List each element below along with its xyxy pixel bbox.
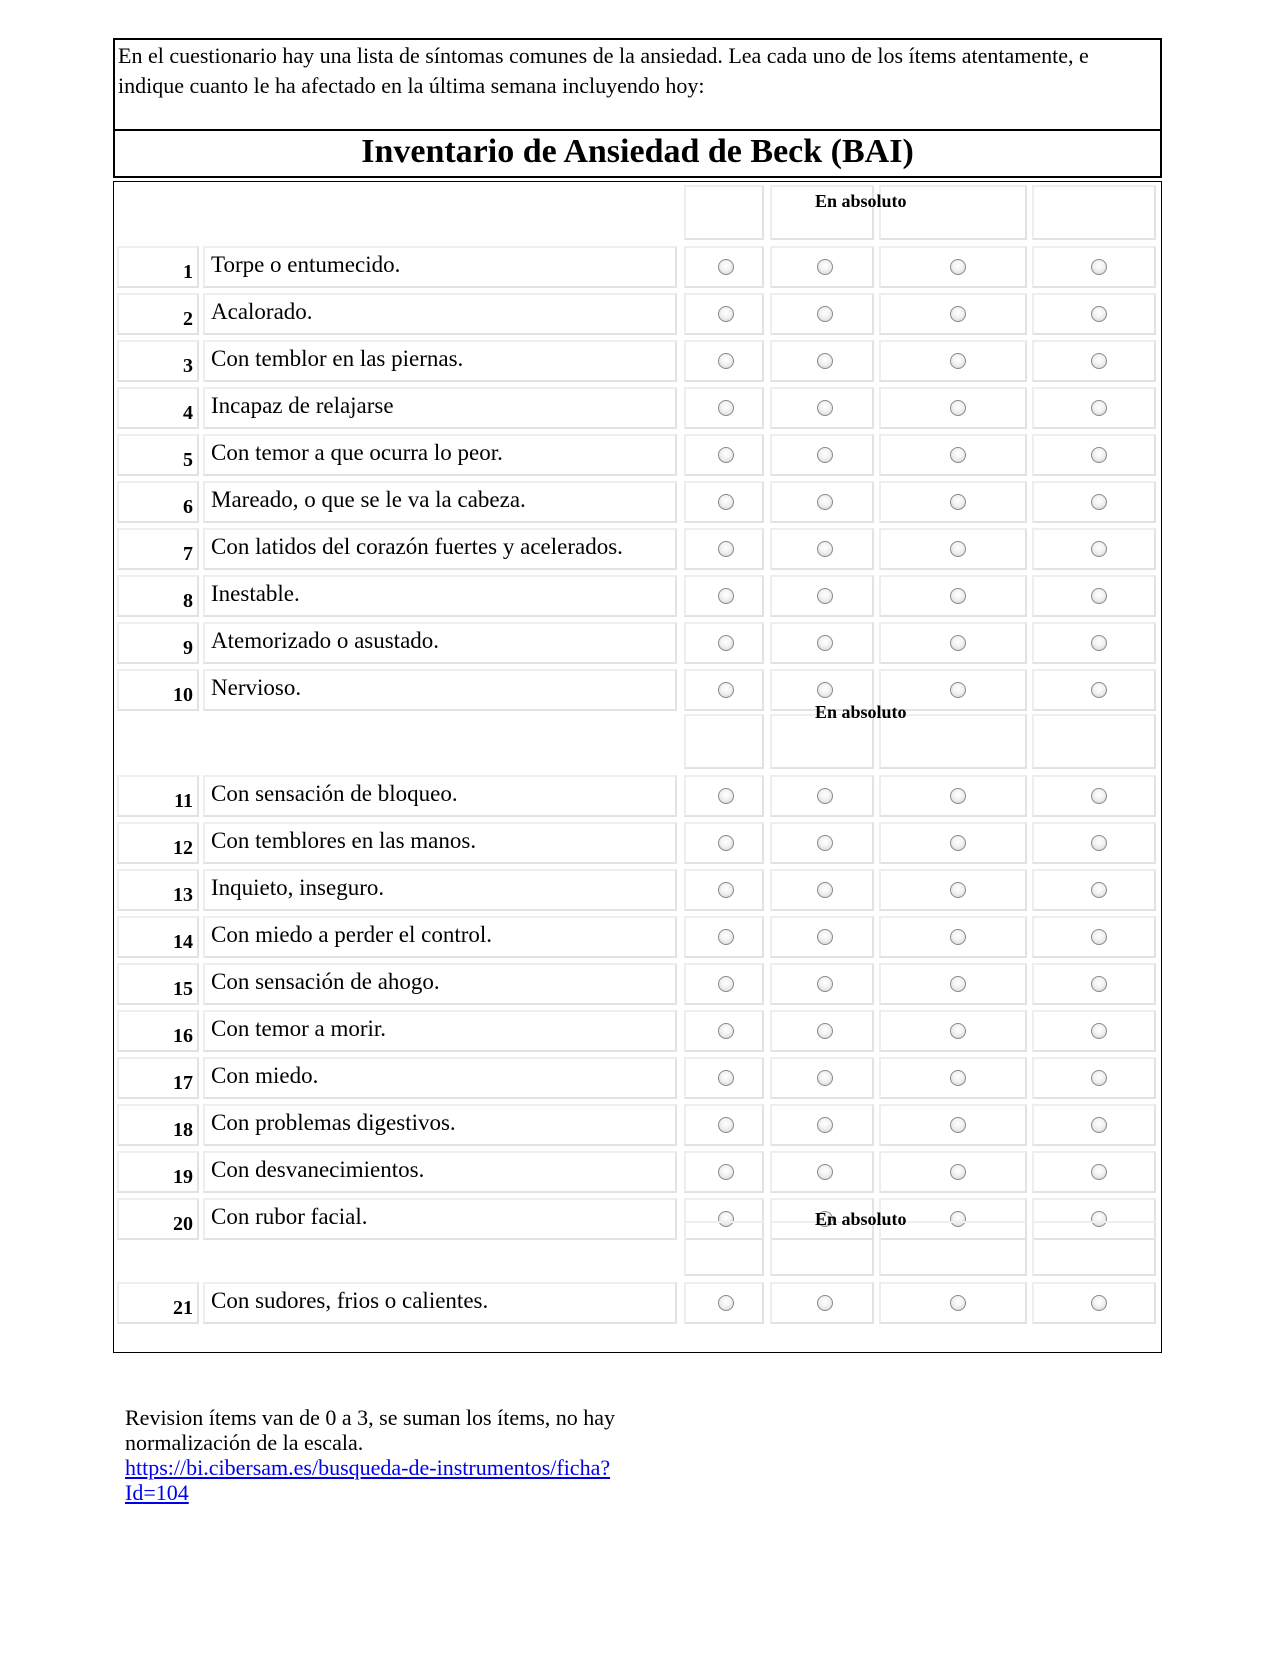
radio-option-0[interactable] bbox=[718, 929, 734, 945]
item-number: 1 bbox=[183, 261, 193, 283]
item-label: Con problemas digestivos. bbox=[211, 1110, 456, 1135]
radio-option-2[interactable] bbox=[950, 1117, 966, 1133]
radio-option-2[interactable] bbox=[950, 1164, 966, 1180]
radio-option-1[interactable] bbox=[817, 494, 833, 510]
radio-option-0[interactable] bbox=[718, 882, 734, 898]
radio-option-2[interactable] bbox=[950, 447, 966, 463]
radio-option-1[interactable] bbox=[817, 788, 833, 804]
radio-option-1[interactable] bbox=[817, 353, 833, 369]
item-number: 8 bbox=[183, 590, 193, 612]
radio-option-0[interactable] bbox=[718, 835, 734, 851]
header-cell bbox=[1032, 714, 1156, 769]
item-label: Con miedo. bbox=[211, 1063, 319, 1088]
radio-option-3[interactable] bbox=[1091, 835, 1107, 851]
radio-option-3[interactable] bbox=[1091, 882, 1107, 898]
radio-option-2[interactable] bbox=[950, 835, 966, 851]
radio-option-3[interactable] bbox=[1091, 259, 1107, 275]
radio-option-3[interactable] bbox=[1091, 1295, 1107, 1311]
item-number: 10 bbox=[173, 684, 193, 706]
item-number: 17 bbox=[173, 1072, 193, 1094]
column-header-label: En absoluto bbox=[815, 191, 907, 211]
radio-option-1[interactable] bbox=[817, 1070, 833, 1086]
item-label: Con temblor en las piernas. bbox=[211, 346, 464, 371]
item-label: Nervioso. bbox=[211, 675, 302, 700]
item-number: 6 bbox=[183, 496, 193, 518]
radio-option-2[interactable] bbox=[950, 588, 966, 604]
radio-option-0[interactable] bbox=[718, 976, 734, 992]
instructions-text: En el cuestionario hay una lista de síntomas comunes de la ansiedad. Lea cada uno de los ítems atentamente, e indique cuanto le ha afectado en la última semana incluyendo hoy: bbox=[113, 38, 1162, 130]
radio-option-3[interactable] bbox=[1091, 447, 1107, 463]
radio-option-0[interactable] bbox=[718, 494, 734, 510]
item-number: 15 bbox=[173, 978, 193, 1000]
item-number: 18 bbox=[173, 1119, 193, 1141]
item-number: 9 bbox=[183, 637, 193, 659]
radio-option-0[interactable] bbox=[718, 588, 734, 604]
item-label: Con desvanecimientos. bbox=[211, 1157, 425, 1182]
radio-option-2[interactable] bbox=[950, 306, 966, 322]
header-cell bbox=[684, 185, 764, 240]
radio-option-1[interactable] bbox=[817, 1117, 833, 1133]
radio-option-0[interactable] bbox=[718, 1023, 734, 1039]
item-label: Con rubor facial. bbox=[211, 1204, 368, 1229]
radio-option-1[interactable] bbox=[817, 682, 833, 698]
item-number: 4 bbox=[183, 402, 193, 424]
radio-option-1[interactable] bbox=[817, 635, 833, 651]
footer-note: Revision ítems van de 0 a 3, se suman los ítems, no hay normalización de la escala. bbox=[125, 1405, 616, 1455]
radio-option-1[interactable] bbox=[817, 541, 833, 557]
radio-option-0[interactable] bbox=[718, 788, 734, 804]
radio-option-3[interactable] bbox=[1091, 976, 1107, 992]
item-number: 3 bbox=[183, 355, 193, 377]
radio-option-3[interactable] bbox=[1091, 1164, 1107, 1180]
radio-option-3[interactable] bbox=[1091, 400, 1107, 416]
header-cell bbox=[1032, 1221, 1156, 1276]
radio-option-3[interactable] bbox=[1091, 1070, 1107, 1086]
radio-option-0[interactable] bbox=[718, 1070, 734, 1086]
radio-option-0[interactable] bbox=[718, 400, 734, 416]
radio-option-0[interactable] bbox=[718, 682, 734, 698]
radio-option-2[interactable] bbox=[950, 353, 966, 369]
item-number: 13 bbox=[173, 884, 193, 906]
item-label: Con temblores en las manos. bbox=[211, 828, 477, 853]
radio-option-3[interactable] bbox=[1091, 306, 1107, 322]
radio-option-3[interactable] bbox=[1091, 588, 1107, 604]
radio-option-1[interactable] bbox=[817, 976, 833, 992]
item-label: Inestable. bbox=[211, 581, 300, 606]
radio-option-0[interactable] bbox=[718, 306, 734, 322]
radio-option-2[interactable] bbox=[950, 976, 966, 992]
radio-option-1[interactable] bbox=[817, 447, 833, 463]
radio-option-3[interactable] bbox=[1091, 353, 1107, 369]
radio-option-2[interactable] bbox=[950, 788, 966, 804]
radio-option-1[interactable] bbox=[817, 1295, 833, 1311]
radio-option-1[interactable] bbox=[817, 882, 833, 898]
radio-option-2[interactable] bbox=[950, 635, 966, 651]
radio-option-1[interactable] bbox=[817, 259, 833, 275]
radio-option-1[interactable] bbox=[817, 929, 833, 945]
radio-option-2[interactable] bbox=[950, 882, 966, 898]
radio-option-3[interactable] bbox=[1091, 682, 1107, 698]
radio-option-2[interactable] bbox=[950, 494, 966, 510]
radio-option-0[interactable] bbox=[718, 1164, 734, 1180]
radio-option-3[interactable] bbox=[1091, 788, 1107, 804]
item-number: 2 bbox=[183, 308, 193, 330]
radio-option-0[interactable] bbox=[718, 447, 734, 463]
source-link[interactable]: https://bi.cibersam.es/busqueda-de-instrumentos/ficha?Id=104 bbox=[125, 1455, 611, 1505]
item-label: Con miedo a perder el control. bbox=[211, 922, 493, 947]
questionnaire-form bbox=[113, 181, 1162, 1353]
radio-option-3[interactable] bbox=[1091, 1117, 1107, 1133]
item-label: Mareado, o que se le va la cabeza. bbox=[211, 487, 526, 512]
item-label: Acalorado. bbox=[211, 299, 313, 324]
item-label: Con temor a morir. bbox=[211, 1016, 387, 1041]
radio-option-2[interactable] bbox=[950, 400, 966, 416]
item-label: Con sensación de ahogo. bbox=[211, 969, 440, 994]
column-header-label: En absoluto bbox=[815, 702, 907, 722]
item-number: 20 bbox=[173, 1213, 193, 1235]
item-number: 19 bbox=[173, 1166, 193, 1188]
item-label: Torpe o entumecido. bbox=[211, 252, 401, 277]
radio-option-2[interactable] bbox=[950, 929, 966, 945]
radio-option-2[interactable] bbox=[950, 1070, 966, 1086]
header-cell bbox=[1032, 185, 1156, 240]
radio-option-1[interactable] bbox=[817, 306, 833, 322]
radio-option-1[interactable] bbox=[817, 400, 833, 416]
radio-option-2[interactable] bbox=[950, 259, 966, 275]
radio-option-0[interactable] bbox=[718, 353, 734, 369]
item-label: Con sudores, frios o calientes. bbox=[211, 1288, 489, 1313]
item-number: 14 bbox=[173, 931, 193, 953]
item-label: Con sensación de bloqueo. bbox=[211, 781, 458, 806]
radio-option-1[interactable] bbox=[817, 1164, 833, 1180]
column-header-label: En absoluto bbox=[815, 1209, 907, 1229]
radio-option-1[interactable] bbox=[817, 835, 833, 851]
item-number: 16 bbox=[173, 1025, 193, 1047]
radio-option-2[interactable] bbox=[950, 682, 966, 698]
item-label: Con latidos del corazón fuertes y acelerados. bbox=[211, 534, 623, 559]
radio-option-0[interactable] bbox=[718, 635, 734, 651]
item-label: Inquieto, inseguro. bbox=[211, 875, 385, 900]
item-label: Incapaz de relajarse bbox=[211, 393, 394, 418]
item-number: 11 bbox=[174, 790, 193, 812]
radio-option-3[interactable] bbox=[1091, 635, 1107, 651]
radio-option-2[interactable] bbox=[950, 1295, 966, 1311]
radio-option-1[interactable] bbox=[817, 588, 833, 604]
radio-option-3[interactable] bbox=[1091, 1023, 1107, 1039]
radio-option-3[interactable] bbox=[1091, 541, 1107, 557]
item-number: 21 bbox=[173, 1297, 193, 1319]
header-cell bbox=[684, 714, 764, 769]
radio-option-0[interactable] bbox=[718, 1295, 734, 1311]
page-title: Inventario de Ansiedad de Beck (BAI) bbox=[113, 129, 1162, 178]
item-label: Con temor a que ocurra lo peor. bbox=[211, 440, 503, 465]
radio-option-1[interactable] bbox=[817, 1023, 833, 1039]
radio-option-0[interactable] bbox=[718, 1117, 734, 1133]
item-number: 5 bbox=[183, 449, 193, 471]
radio-option-2[interactable] bbox=[950, 541, 966, 557]
item-label: Atemorizado o asustado. bbox=[211, 628, 440, 653]
radio-option-3[interactable] bbox=[1091, 929, 1107, 945]
radio-option-0[interactable] bbox=[718, 541, 734, 557]
radio-option-2[interactable] bbox=[950, 1023, 966, 1039]
radio-option-0[interactable] bbox=[718, 259, 734, 275]
header-cell bbox=[684, 1221, 764, 1276]
item-number: 7 bbox=[183, 543, 193, 565]
radio-option-3[interactable] bbox=[1091, 494, 1107, 510]
item-number: 12 bbox=[173, 837, 193, 859]
